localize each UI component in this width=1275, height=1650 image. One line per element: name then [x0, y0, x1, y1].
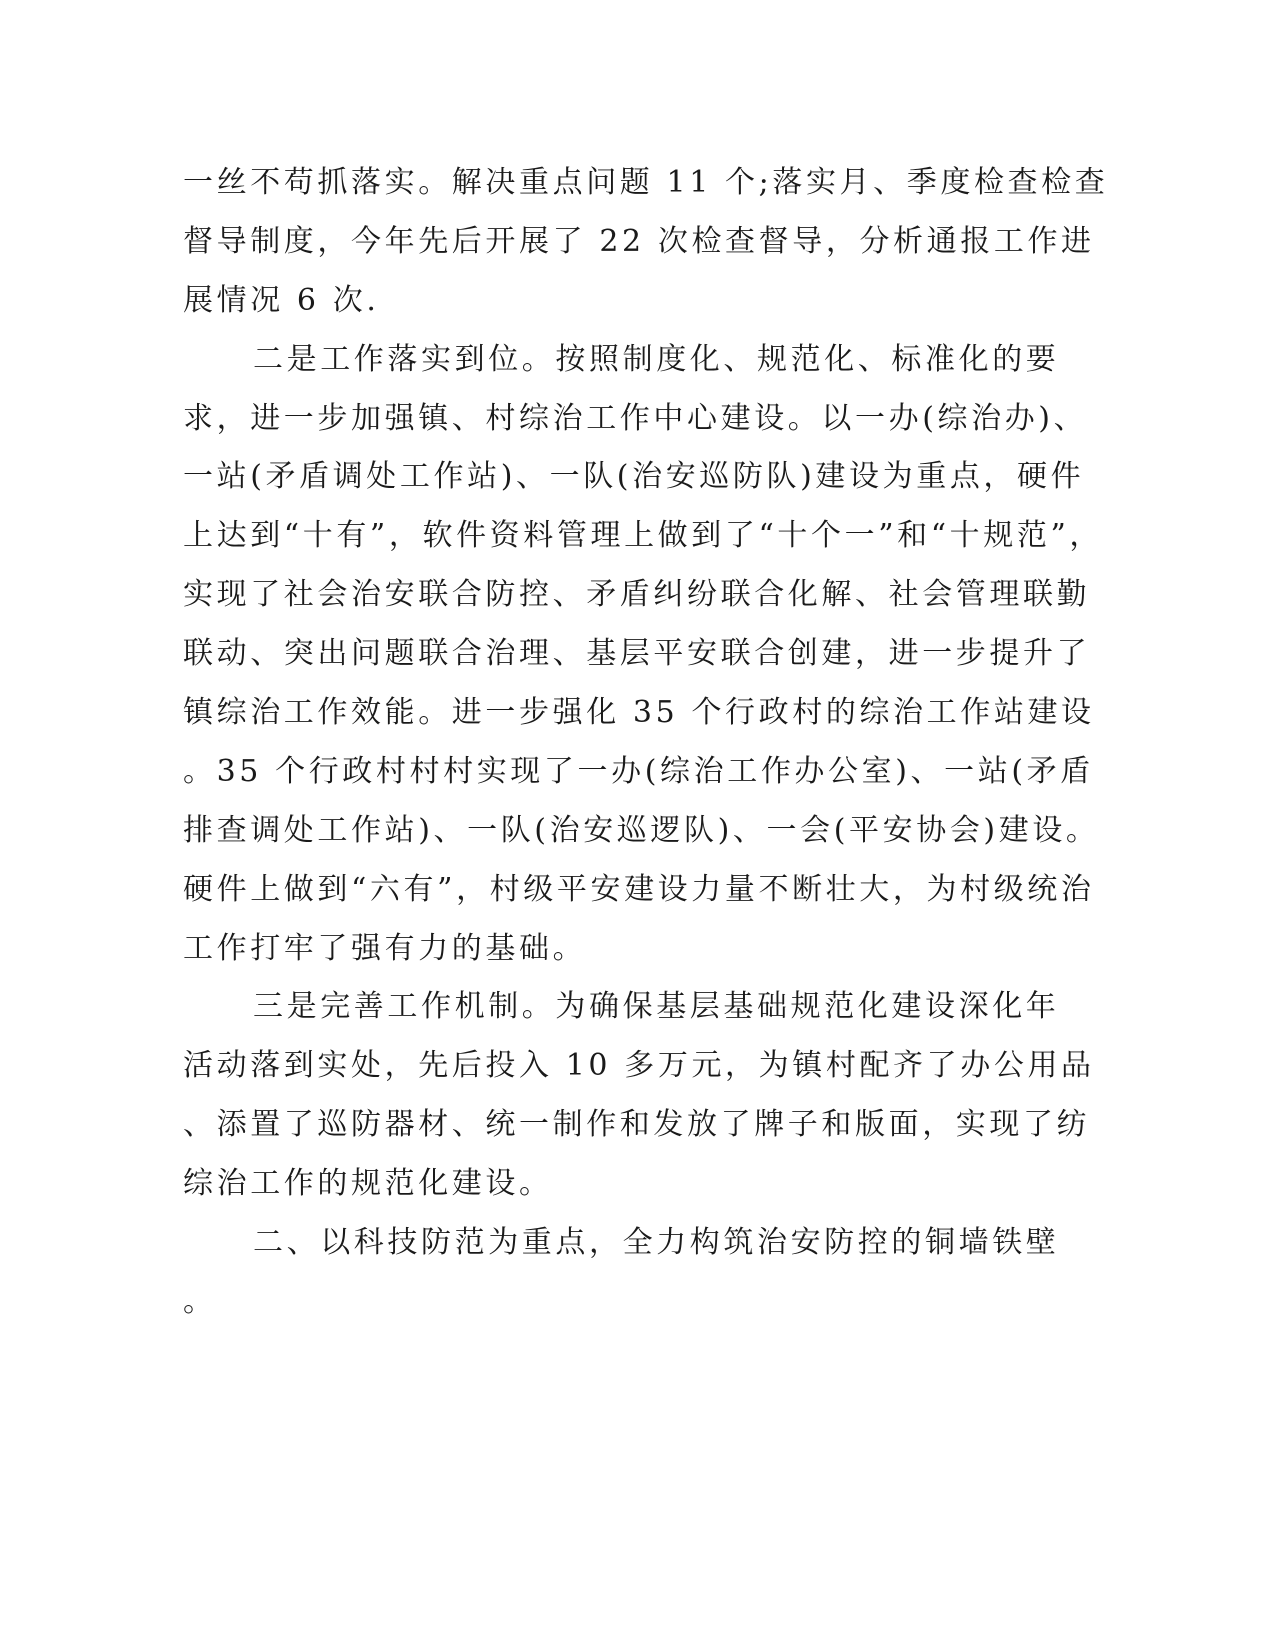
section-heading-line: 二、以科技防范为重点，全力构筑治安防控的铜墙铁壁: [253, 1225, 1060, 1261]
text-line: 求，进一步加强镇、村综治工作中心建设。以一办(综治办)、: [183, 400, 1088, 436]
paragraph-start-line: 三是完善工作机制。为确保基层基础规范化建设深化年: [253, 989, 1060, 1025]
text-line: 镇综治工作效能。进一步强化 35 个行政村的综治工作站建设: [183, 695, 1095, 731]
text-line: 、添置了巡防器材、统一制作和发放了牌子和版面，实现了纺: [183, 1107, 1091, 1143]
text-line: 。35 个行政村村村实现了一办(综治工作办公室)、一站(矛盾: [183, 753, 1094, 789]
body-text: [183, 154, 1109, 1332]
text-line: 联动、突出问题联合治理、基层平安联合创建，进一步提升了: [183, 636, 1091, 672]
text-line: 督导制度，今年先后开展了 22 次检查督导，分析通报工作进: [183, 223, 1095, 259]
text-line: 硬件上做到“六有”，村级平安建设力量不断壮大，为村级统治: [183, 871, 1095, 907]
text-line: 。: [183, 1283, 217, 1319]
paragraph-start-line: 二是工作落实到位。按照制度化、规范化、标准化的要: [253, 341, 1060, 377]
text-line: 综治工作的规范化建设。: [183, 1166, 553, 1202]
text-line: 排查调处工作站)、一队(治安巡逻队)、一会(平安协会)建设。: [183, 812, 1100, 848]
text-line: 实现了社会治安联合防控、矛盾纠纷联合化解、社会管理联勤: [183, 577, 1091, 613]
text-line: 一丝不苟抓落实。解决重点问题 11 个;落实月、季度检查检查: [183, 165, 1109, 200]
text-line: 工作打牢了强有力的基础。: [183, 930, 587, 966]
text-line: 一站(矛盾调处工作站)、一队(治安巡防队)建设为重点，硬件: [183, 459, 1085, 495]
text-line: 展情况 6 次.: [183, 282, 380, 318]
text-line: 活动落到实处，先后投入 10 多万元，为镇村配齐了办公用品: [183, 1048, 1095, 1084]
text-line: 上达到“十有”，软件资料管理上做到了“十个一”和“十规范”，: [183, 518, 1104, 554]
